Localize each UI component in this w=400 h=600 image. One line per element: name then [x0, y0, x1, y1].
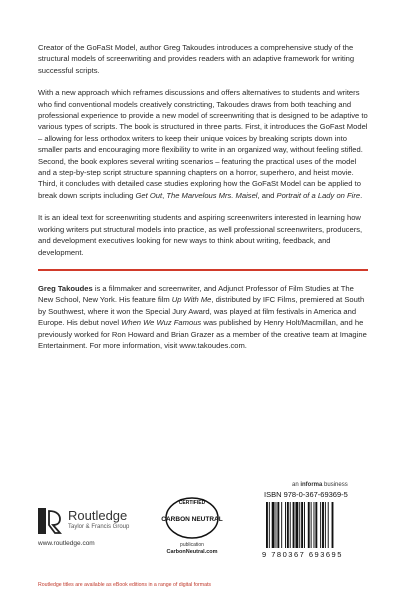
author-name: Greg Takoudes — [38, 283, 93, 293]
bio-text-1: is a filmmaker and screenwriter, and Adjunct Professor of Film Studies at The New School, New York. His feature film — [38, 283, 354, 305]
paragraph-2-text: With a new approach which reframes discussions and offers alternatives to students and writers who find conventional models creatively constricting, Takoudes draws from both teaching and professional experience to provide a new model of screenwriting that is designed to be adaptive to various types of scripts. The book is structured in three parts. First, it introduces the GoFast Model – allowing for less orthodox writers to keep their unique voices by breaking scripts down into smaller parts and encouraging more flexibility to write in an organized way, without feeling stifled. Second, the book explores several writing scenarios – featuring the practical uses of the model and a step-by-step script structure spanning chapters on a horror, superhero, and heist movie. Third, it concludes with detailed case studies exploring how the GoFaSt Model can be applied to break down scripts including — [38, 88, 368, 200]
description-paragraph-3: It is an ideal text for screenwriting students and aspiring screenwriters interested in learning how working writers put structural models into practice, as well professional screenwriters, producers, and development executives looking for new ways to think about writing, feedback, and development. — [38, 213, 363, 257]
barcode-bar — [328, 502, 329, 548]
barcode-bar — [308, 502, 310, 548]
barcode-bar — [320, 502, 321, 548]
description-area — [38, 42, 368, 362]
description-paragraph-1: Creator of the GoFaSt Model, author Greg Takoudes introduces a comprehensive study of the structural models of screenwriting and provides readers with an adaptive framework for writing successful scripts. — [38, 43, 355, 75]
barcode-bar — [293, 502, 295, 548]
ebook-note: Routledge titles are available as eBook editions in a range of digital formats — [38, 582, 212, 588]
publisher-name: Routledge — [68, 508, 128, 523]
informa-bold: informa — [300, 482, 323, 488]
cn-main-text: CARBON NEUTRAL — [161, 516, 223, 523]
cn-site-text: CarbonNeutral.com — [166, 549, 218, 555]
barcode-bar — [269, 502, 270, 548]
barcode-bar — [315, 502, 317, 548]
description-paragraph-2 — [38, 87, 368, 201]
barcode-bar — [276, 502, 277, 548]
title-get-out: Get Out — [135, 190, 163, 200]
separator-1: , — [162, 190, 167, 200]
routledge-logo-icon — [38, 508, 64, 534]
isbn-text: ISBN 978-0-367-69369-5 — [264, 490, 348, 499]
barcode-bar — [281, 502, 282, 548]
cn-certified-text: CERTIFIED — [178, 500, 206, 506]
barcode-block — [262, 490, 362, 568]
bio-text-3: was published by Henry Holt/Macmillan, and he previously worked for Ron Howard and Brian Grazer as a member of the creative team at Imagine Entertainment. For more information, visit www.takoudes.com. — [38, 318, 367, 350]
informa-suffix: business — [322, 482, 348, 488]
barcode-bar — [295, 502, 298, 548]
barcode-bar — [322, 502, 324, 548]
barcode-bar — [290, 502, 291, 548]
carbon-neutral-icon — [152, 490, 232, 542]
barcode-number: 9 780367 693695 — [262, 550, 343, 559]
cover-footer — [0, 482, 400, 600]
barcode-icon — [262, 502, 362, 550]
carbon-neutral-badge — [152, 490, 232, 555]
title-portrait: Portrait of a Lady on Fire — [276, 190, 361, 200]
barcode-bar — [304, 502, 305, 548]
separator-2: , and — [257, 190, 277, 200]
film-title: Up With Me — [171, 295, 212, 305]
barcode-bar — [332, 502, 334, 548]
barcode-bar — [314, 502, 315, 548]
informa-prefix: an — [292, 482, 301, 488]
barcode-bar — [325, 502, 326, 548]
barcode-bar — [299, 502, 300, 548]
bio-text-2: , distributed by IFC Films, premiered at South by Southwest, where it won the Special Jury Award, was played at film festivals in America and Europe. His debut novel — [38, 295, 365, 328]
barcode-bar — [266, 502, 268, 548]
barcode-bar — [277, 502, 279, 548]
publisher-group: Taylor & Francis Group — [68, 524, 130, 530]
cn-publication-text: publication — [180, 542, 204, 548]
barcode-bar — [287, 502, 289, 548]
section-divider — [38, 269, 368, 271]
barcode-bar — [301, 502, 303, 548]
publisher-url: www.routledge.com — [38, 540, 95, 547]
barcode-bar — [272, 502, 275, 548]
informa-tag — [292, 482, 348, 488]
barcode-bar — [285, 502, 286, 548]
novel-title: When We Wuz Famous — [121, 318, 202, 328]
title-maisel: The Marvelous Mrs. Maisel — [166, 190, 258, 200]
author-bio — [38, 283, 368, 351]
paragraph-2-end: . — [360, 190, 363, 200]
barcode-bar — [311, 502, 312, 548]
